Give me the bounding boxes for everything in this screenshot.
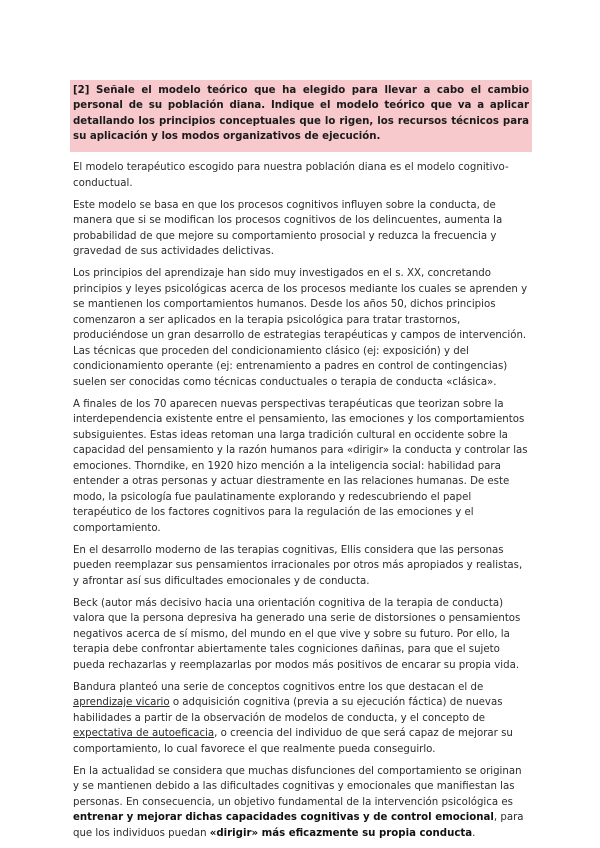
paragraph-5: En el desarrollo moderno de las terapias cognitivas, Ellis considera que las personas pueden reemplazar sus pensamientos irracionales por otros más apropiados y realistas, y afrontar así sus dificultades emocionales y de conducta. <box>73 544 523 587</box>
answer-body <box>73 160 529 848</box>
paragraph-4: A finales de los 70 aparecen nuevas perspectivas terapéuticas que teorizan sobre la interdependencia existente entre el pensamiento, las emociones y los comportamientos subsiguientes. Estas ideas retoman una larga tradición cultural en occidente sobre la capacidad del pensamiento y la razón humanos para «dirigir» la conducta y controlar las emociones. Thorndike, en 1920 hizo mención a la inteligencia social: habilidad para entender a otras personas y actuar diestramente en las relaciones humanas. De este modo, la psicología fue paulatinamente explorando y redescubriendo el papel terapéutico de los factores cognitivos para la regulación de las emociones y el comportamiento. <box>73 398 528 534</box>
p8-text-c: . <box>472 827 476 839</box>
p7-text-c: , o creencia del individuo de que será capaz de mejorar su comportamiento, lo cual favorece el que realmente pueda conseguirlo. <box>73 728 513 755</box>
paragraph-2: Este modelo se basa en que los procesos cognitivos influyen sobre la conducta, de manera que si se modifican los procesos cognitivos de los delincuentes, aumenta la probabilidad de que mejore su comportamiento prosocial y reduzca la frecuencia y gravedad de sus actividades delictivas. <box>73 199 503 257</box>
paragraph-3: Los principios del aprendizaje han sido muy investigados en el s. XX, concretando principios y leyes psicológicas acerca de los procesos mediante los cuales se aprenden y se mantienen los comportamientos humanos. Desde los años 50, dichos principios comenzaron a ser aplicados en la terapia psicológica para tratar trastornos, produciéndose un gran desarrollo de estrategias terapéuticas y campos de intervención. Las técnicas que proceden del condicionamiento clásico (ej: exposición) y del condicionamiento operante (ej: entrenamiento a padres en control de contingencias) suelen ser conocidas como técnicas conductuales o terapia de conducta «clásica». <box>73 268 528 388</box>
p8-text-a: En la actualidad se considera que muchas disfunciones del comportamiento se originan y se mantienen debido a las dificultades cognitivas y emocionales que manifiestan las personas. En consecuencia, un objetivo fundamental de la intervención psicológica es <box>73 765 522 808</box>
question-highlight-box: [2] Señale el modelo teórico que ha elegido para llevar a cabo el cambio personal de su población diana. Indique el modelo teórico que va a aplicar detallando los principios conceptuales que lo rigen, los recursos técnicos para su aplicación y los modos organizativos de ejecución. <box>70 80 532 152</box>
p8-text-b: , para que los individuos puedan <box>73 812 524 839</box>
bold-phrase-dirigir: «dirigir» más eficazmente su propia conducta <box>209 827 473 839</box>
bold-phrase-entrenar: entrenar y mejorar dichas capacidades cognitivas y de control emocional <box>73 812 494 823</box>
paragraph-8 <box>73 764 529 842</box>
expectativa-autoeficacia-term: expectativa de autoeficacia <box>73 728 215 739</box>
paragraph-6: Beck (autor más decisivo hacia una orientación cognitiva de la terapia de conducta) valora que la persona depresiva ha generado una serie de distorsiones o pensamientos negativos acerca de sí mismo, del mundo en el que vive y sobre su futuro. Por ello, la terapia debe confrontar abiertamente tales cogniciones dañinas, para que el sujeto pueda rechazarlas y reemplazarlas por modos más positivos de encarar su propia vida. <box>73 597 521 671</box>
p7-text-a: Bandura planteó una serie de conceptos cognitivos entre los que destacan el de <box>73 681 484 693</box>
p7-text-b: o adquisición cognitiva (previa a su ejecución fáctica) de nuevas habilidades a partir de la observación de modelos de conducta, y el concepto de <box>73 697 503 724</box>
paragraph-1: El modelo terapéutico escogido para nuestra población diana es el modelo cognitivo-conductual. <box>73 162 509 189</box>
aprendizaje-vicario-term: aprendizaje vicario <box>73 697 170 708</box>
paragraph-7 <box>73 680 529 758</box>
